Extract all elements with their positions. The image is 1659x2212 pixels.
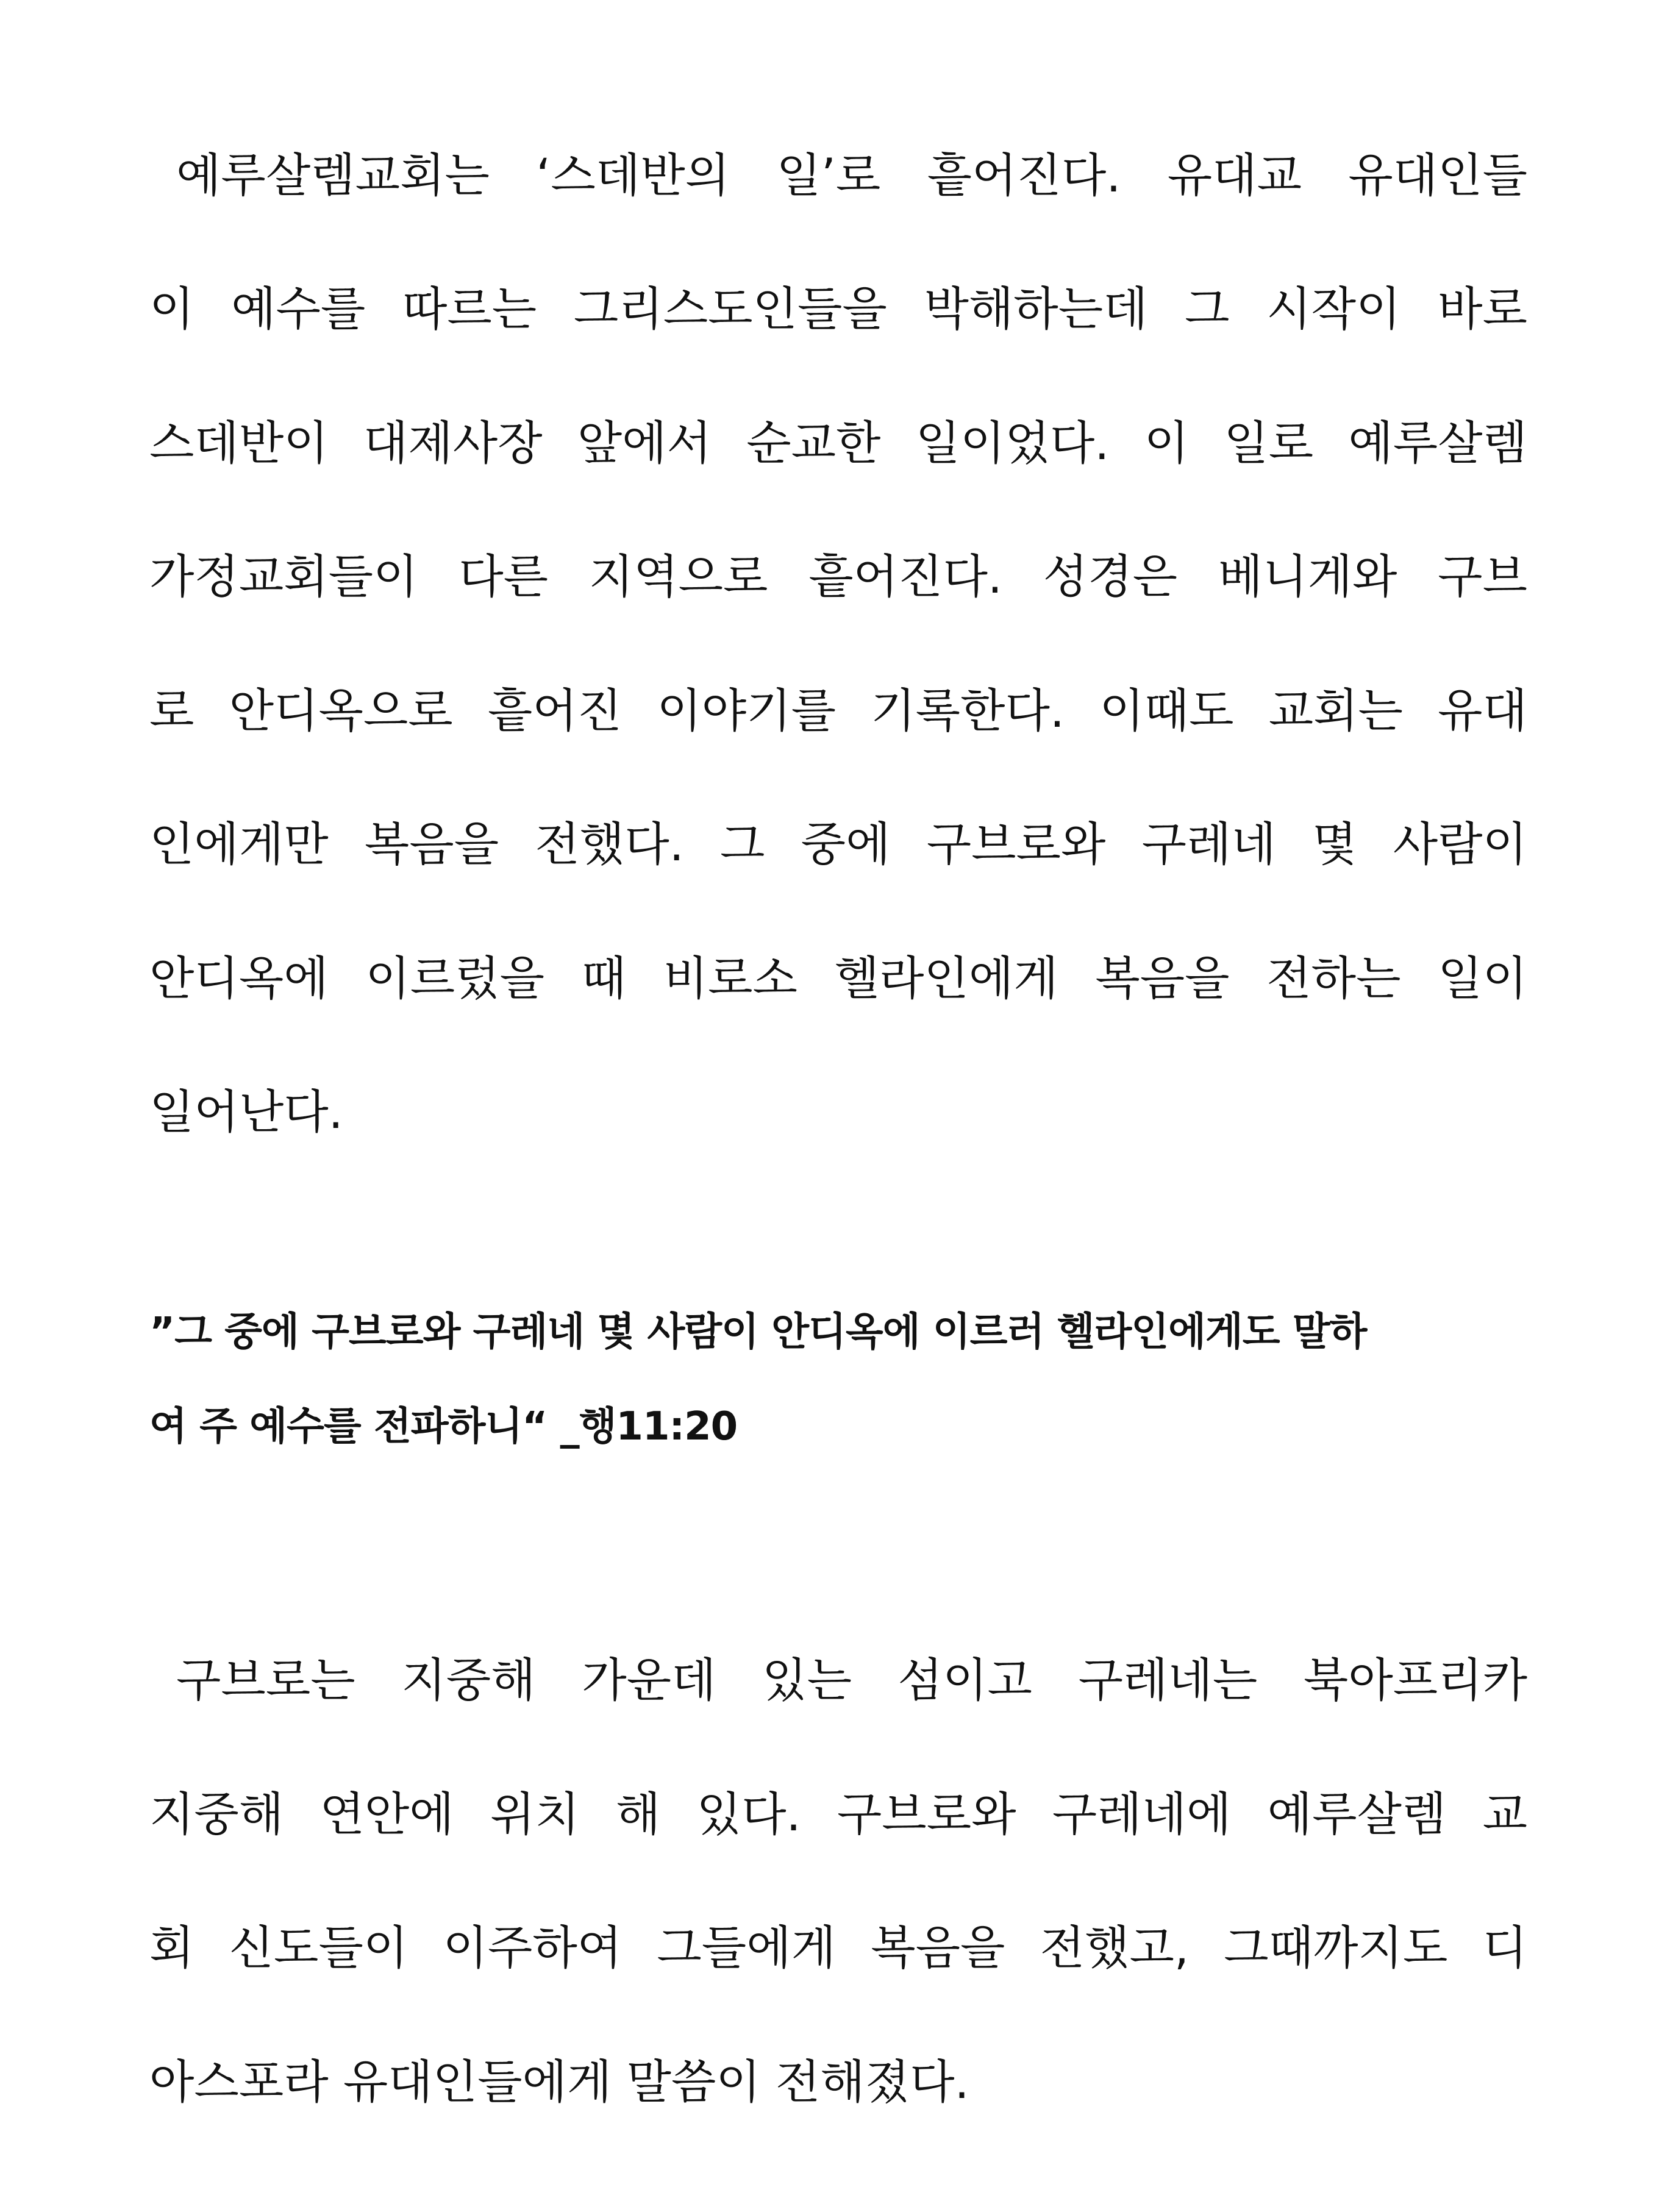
- quote-line: ”그 중에 구브로와 구레네 몇 사람이 안디옥에 이르러 헬라인에게도 말하: [149, 1310, 1367, 1355]
- paragraph-line: 회 신도들이 이주하여 그들에게 복음을 전했고, 그때까지도 디: [149, 1921, 1527, 1975]
- paragraph-line: 스데반이 대제사장 앞에서 순교한 일이었다. 이 일로 예루살렘: [149, 416, 1527, 470]
- paragraph-line: 아스포라 유대인들에게 말씀이 전해졌다.: [149, 2055, 969, 2109]
- paragraph-line: 이 예수를 따르는 그리스도인들을 박해하는데 그 시작이 바로: [149, 282, 1527, 336]
- paragraph-line: 지중해 연안에 위치 해 있다. 구브로와 구레네에 예루살렘 교: [149, 1787, 1527, 1841]
- paragraph-line: 일어난다.: [149, 1085, 343, 1139]
- paragraph-line: 안디옥에 이르렀을 때 비로소 헬라인에게 복음을 전하는 일이: [149, 951, 1527, 1005]
- paragraph-line: 예루살렘교회는 ‘스데반의 일’로 흩어진다. 유대교 유대인들: [176, 148, 1527, 202]
- quote-line: 여 주 예수를 전파하니“ _행11:20: [149, 1404, 738, 1449]
- paragraph-line: 가정교회들이 다른 지역으로 흩어진다. 성경은 베니게와 구브: [149, 549, 1527, 604]
- paragraph-line: 구브로는 지중해 가운데 있는 섬이고 구레네는 북아프리카: [176, 1653, 1527, 1707]
- paragraph-line: 로 안디옥으로 흩어진 이야기를 기록한다. 이때도 교회는 유대: [149, 683, 1527, 738]
- paragraph-line: 인에게만 복음을 전했다. 그 중에 구브로와 구레네 몇 사람이: [149, 817, 1527, 871]
